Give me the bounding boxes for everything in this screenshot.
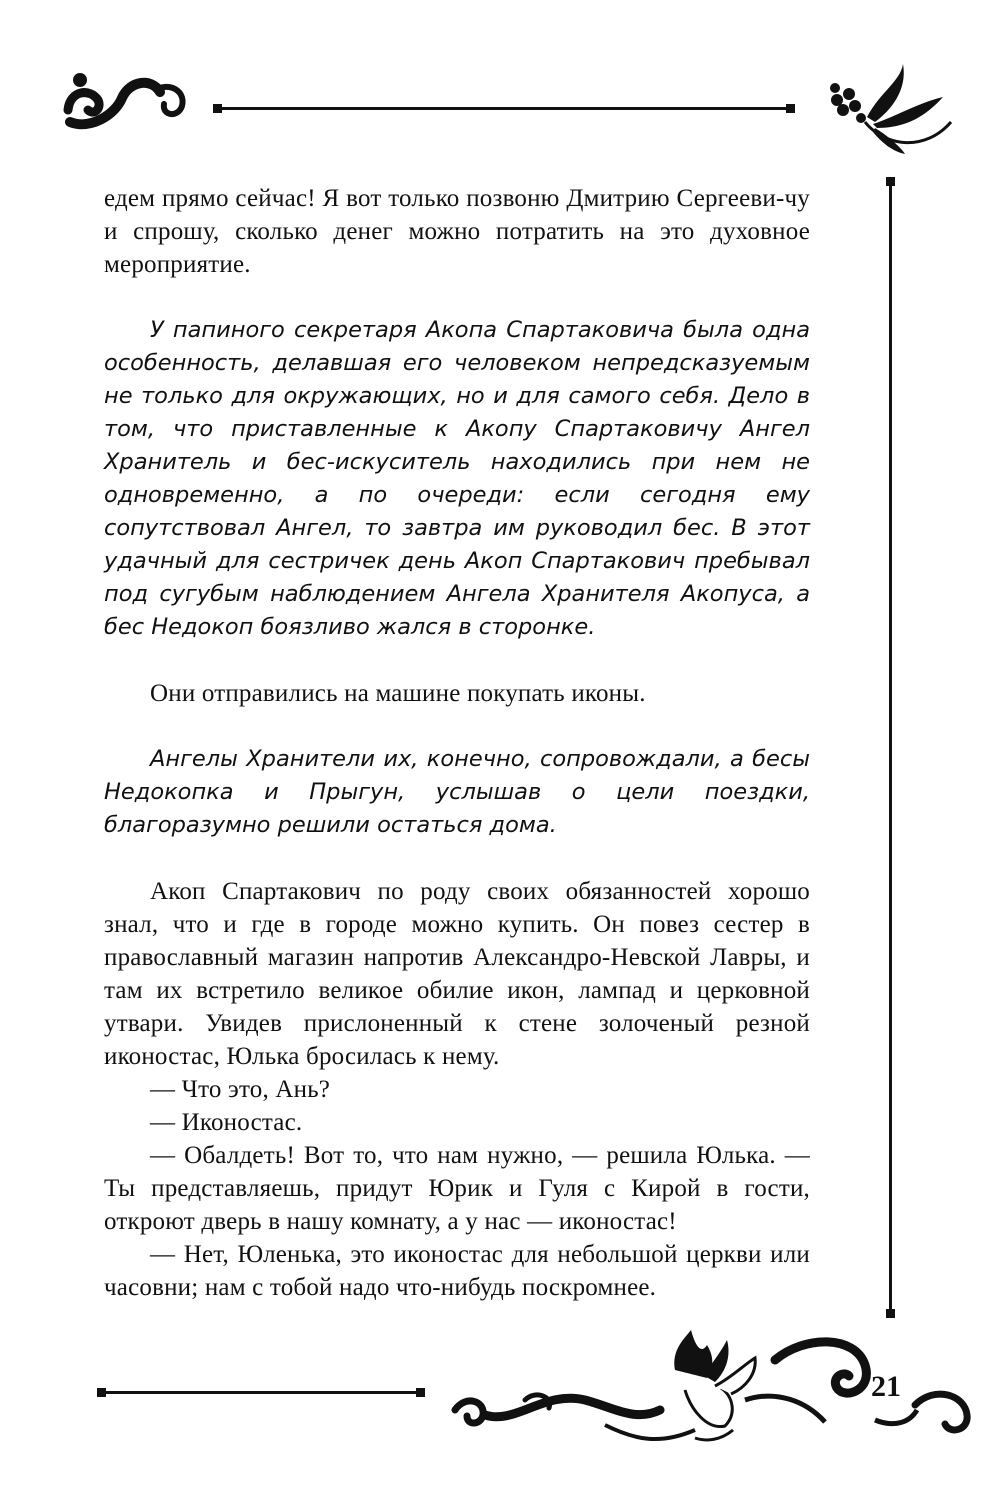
dialogue-line: — Что это, Ань? <box>150 1076 331 1103</box>
bottom-rule-line <box>102 1391 420 1394</box>
page-number: 21 <box>871 1370 901 1403</box>
rule-endpoint-dot <box>786 104 795 113</box>
dialogue-line: — Иконостас. <box>150 1109 303 1136</box>
dialogue-line: — Обалдеть! Вот то, что нам нужно, — решила Юлька. — Ты представляешь, придут Юрик и Гуля с Кирой в гости, откроют дверь в нашу комнату, а у нас — иконостас! <box>104 1142 810 1235</box>
paragraph: Акоп Спартакович по роду своих обязанностей хорошо знал, что и где в городе можно купить. Он повез сестер в православный магазин напротив Александро-Невской Лавры, и там их встретило великое обилие икон, лампад и церковной утвари. Увидев прислоненный к стене золоченый резной иконостас, Юлька бросилась к нему. <box>104 878 810 1070</box>
right-vertical-rule <box>889 182 892 1312</box>
swirl-ornament-top-left <box>60 60 195 135</box>
berry-leaf-ornament-top-right <box>825 62 955 157</box>
paragraph: Они отправились на машине покупать иконы. <box>150 680 646 707</box>
rule-endpoint-dot <box>886 1309 895 1318</box>
dialogue-line: — Нет, Юленька, это иконостас для небольшой церкви или часовни; нам с тобой надо что-нибудь поскромнее. <box>104 1241 810 1301</box>
rule-endpoint-dot <box>416 1388 425 1397</box>
paragraph: У папиного секретаря Акопа Спартаковича была одна особенность, делавшая его человеком непредсказуемым не только для окружающих, но и для самого себя. Дело в том, что приставленные к Акопу Спартаковичу Ангел Хранитель и бес-искуситель находились при нем не одновременно, а по очереди: если сегодня ему сопутствовал Ангел, то завтра им руководил бес. В этот удачный для сестричек день Акоп Спартакович пребывал под сугубым наблюдением Ангела Хранителя Акопуса, а бес Недокоп боязливо жался в сторонке. <box>104 317 810 640</box>
top-rule-line <box>218 107 790 110</box>
page-body <box>104 182 810 1304</box>
paragraph: едем прямо сейчас! Я вот только позвоню Дмитрию Сергееви-чу и спрошу, сколько денег можно потратить на это духовное мероприятие. <box>104 185 810 278</box>
paragraph: Ангелы Хранители их, конечно, сопровождали, а бесы Недокопка и Прыгун, услышав о цели поездки, благоразумно решили остаться дома. <box>104 746 810 838</box>
